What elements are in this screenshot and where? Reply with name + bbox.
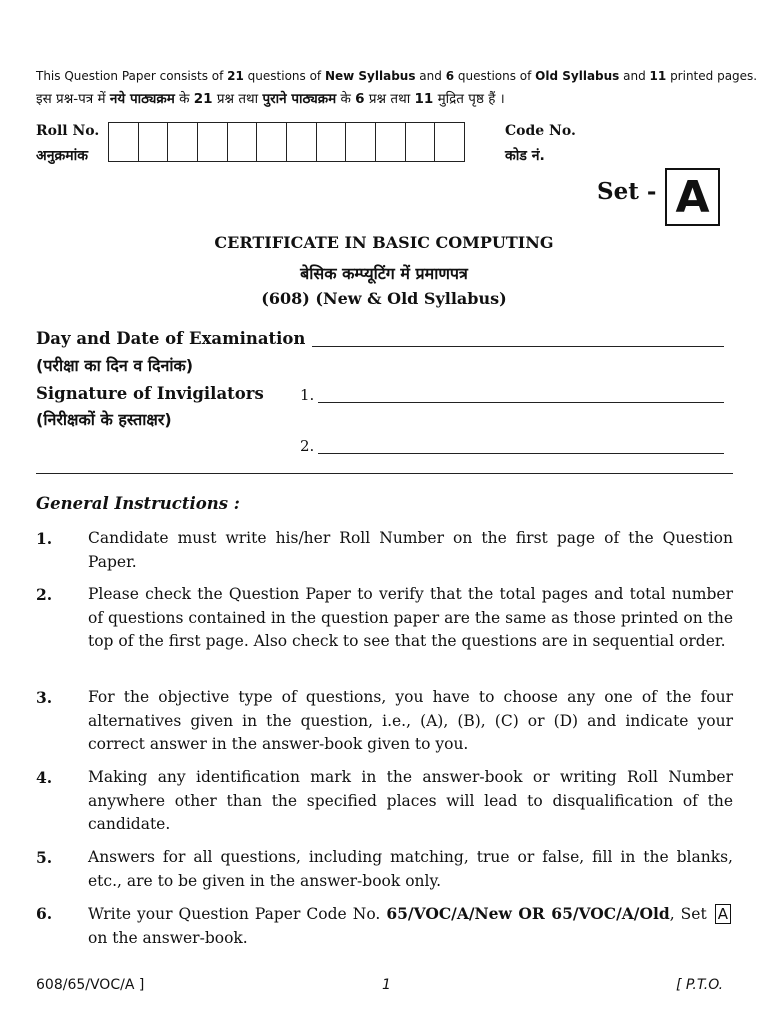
- syllabus-line: (608) (New & Old Syllabus): [261, 289, 507, 308]
- page-number: 1: [382, 977, 391, 993]
- roll-digit-box[interactable]: [435, 123, 464, 161]
- roll-digit-box[interactable]: [198, 123, 228, 161]
- roll-digit-box[interactable]: [228, 123, 258, 161]
- exam-date-label: Day and Date of Examination: [36, 329, 306, 348]
- invigilators-label: Signature of Invigilators: [36, 384, 264, 403]
- roll-digit-box[interactable]: [287, 123, 317, 161]
- set-label: Set -: [597, 178, 657, 205]
- roll-digit-box[interactable]: [168, 123, 198, 161]
- exam-date-line[interactable]: [312, 346, 724, 347]
- invigilator-2-number: 2.: [300, 437, 315, 455]
- roll-digit-box[interactable]: [346, 123, 376, 161]
- course-title: CERTIFICATE IN BASIC COMPUTING: [214, 233, 554, 252]
- roll-label-hindi: अनुक्रमांक: [36, 148, 88, 164]
- divider: [36, 473, 733, 474]
- roll-digit-box[interactable]: [109, 123, 139, 161]
- roll-digit-box[interactable]: [317, 123, 347, 161]
- footer-code: 608/65/VOC/A ]: [36, 977, 145, 993]
- invigilator-1-line[interactable]: [318, 402, 724, 403]
- paper-info-english: This Question Paper consists of 21 questions of New Syllabus and 6 questions of Old Syllabus and 11 printed pages.: [36, 69, 758, 83]
- roll-number-boxes[interactable]: [108, 122, 465, 162]
- code-label: Code No.: [505, 123, 576, 139]
- roll-digit-box[interactable]: [406, 123, 436, 161]
- pto-label: [ P.T.O.: [676, 977, 724, 993]
- set-inline-box: A: [715, 904, 731, 924]
- invigilator-1-number: 1.: [300, 386, 315, 404]
- roll-digit-box[interactable]: [257, 123, 287, 161]
- set-box: A: [665, 168, 720, 226]
- roll-label: Roll No.: [36, 123, 100, 139]
- paper-info-hindi: इस प्रश्न-पत्र में नये पाठ्यक्रम के 21 प्रश्न तथा पुराने पाठ्यक्रम के 6 प्रश्न तथा 11 मुद्रित पृष्ठ हैं ।: [36, 91, 505, 107]
- invigilators-label-hindi: (निरीक्षकों के हस्ताक्षर): [36, 410, 172, 429]
- invigilator-2-line[interactable]: [318, 453, 724, 454]
- paper-code: 65/VOC/A/New OR 65/VOC/A/Old: [386, 904, 670, 923]
- instructions-heading: General Instructions :: [36, 494, 240, 513]
- course-title-hindi: बेसिक कम्प्यूटिंग में प्रमाणपत्र: [300, 264, 468, 283]
- exam-date-label-hindi: (परीक्षा का दिन व दिनांक): [36, 356, 194, 375]
- roll-digit-box[interactable]: [139, 123, 169, 161]
- roll-digit-box[interactable]: [376, 123, 406, 161]
- code-label-hindi: कोड नं.: [505, 148, 545, 164]
